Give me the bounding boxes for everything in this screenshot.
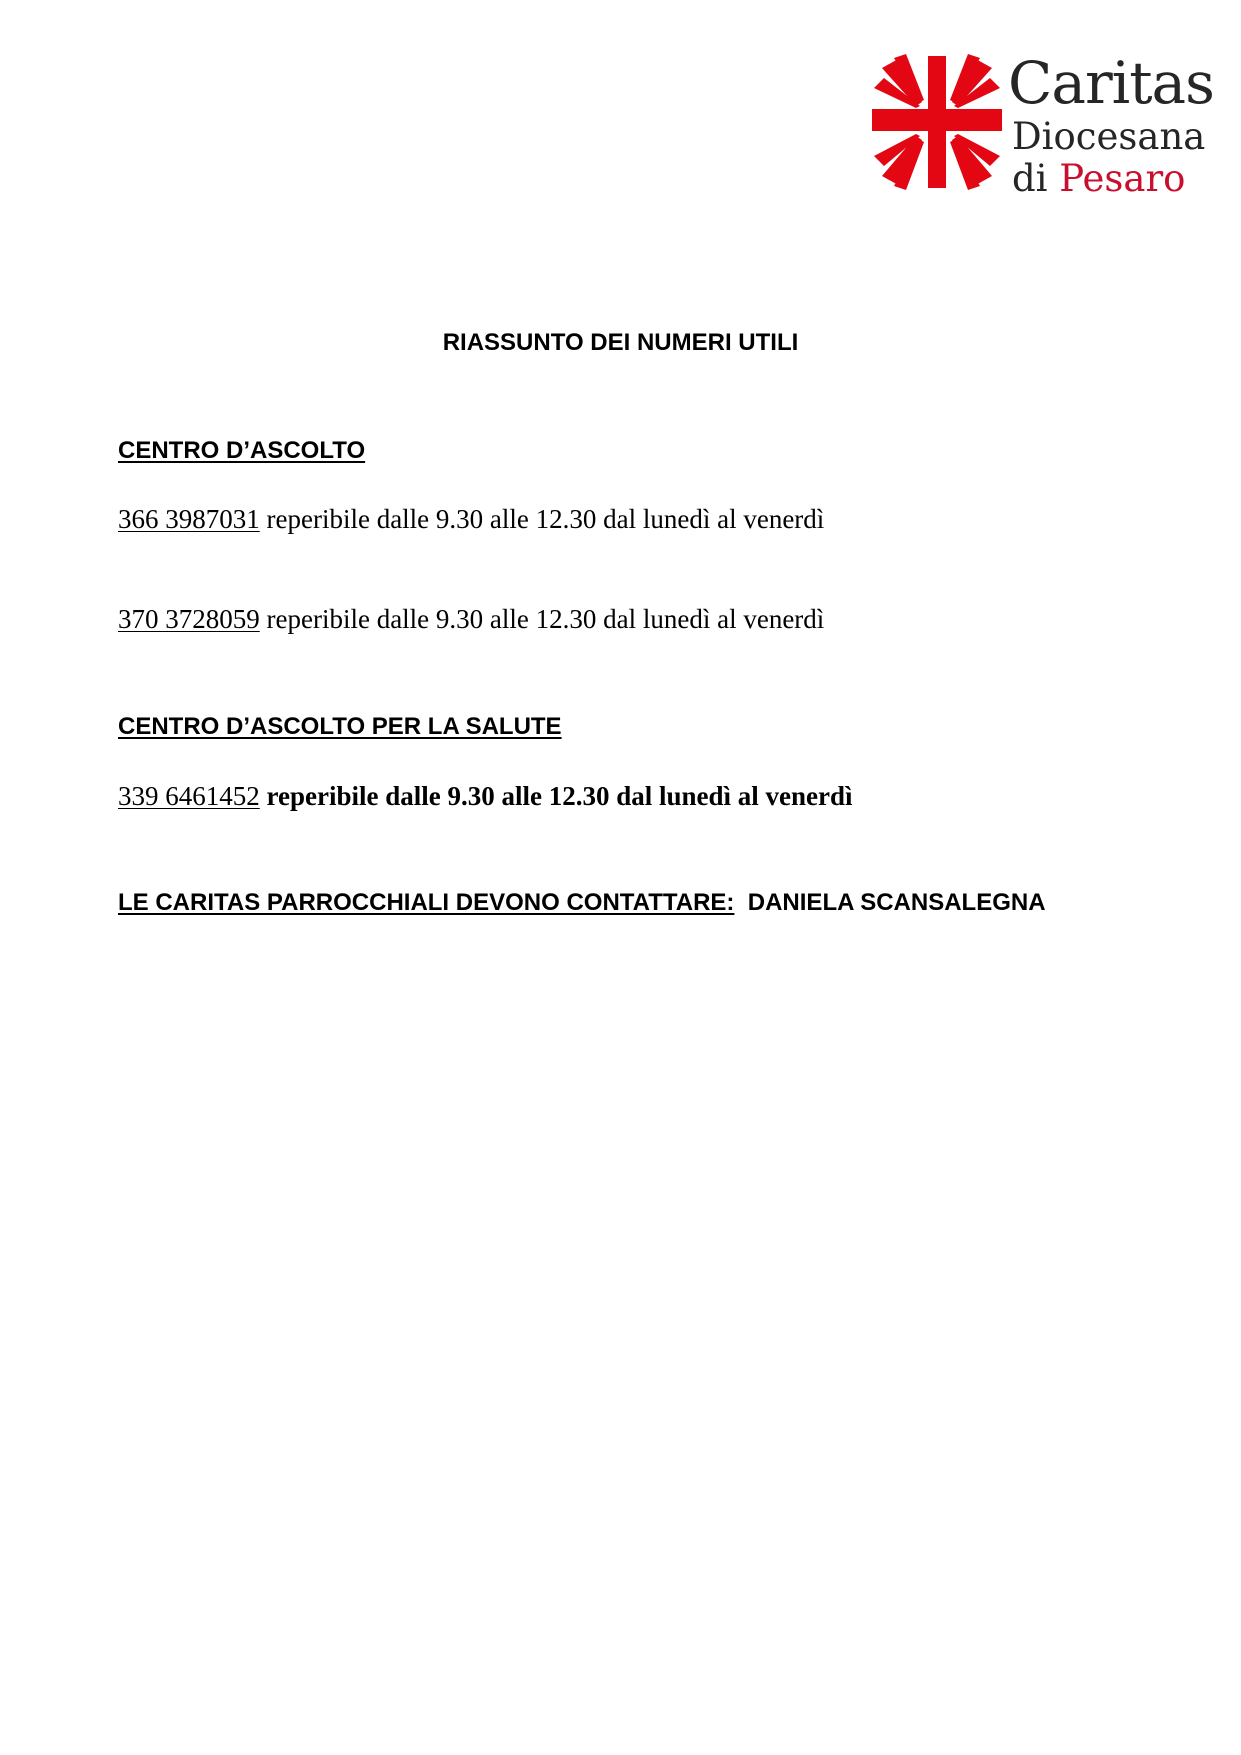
logo-line-diocesana: Diocesana — [1012, 115, 1206, 158]
phone-number[interactable]: 366 3987031 — [118, 504, 260, 534]
page-title: RIASSUNTO DEI NUMERI UTILI — [442, 329, 799, 356]
caritas-logo — [872, 49, 1214, 204]
contact-line — [118, 604, 824, 635]
availability-text: reperibile dalle 9.30 alle 12.30 dal lunedì al venerdì — [266, 781, 853, 811]
section-heading-centro-ascolto: CENTRO D’ASCOLTO — [118, 437, 366, 464]
phone-number[interactable]: 370 3728059 — [118, 604, 260, 634]
caritas-cross-icon — [872, 54, 1002, 190]
logo-line-caritas: Caritas — [1008, 49, 1214, 117]
logo-line-pesaro: Pesaro — [1059, 157, 1186, 200]
phone-number[interactable]: 339 6461452 — [118, 781, 260, 811]
contact-person-name: DANIELA SCANSALEGNA — [747, 889, 1046, 916]
contact-line — [118, 504, 824, 535]
parish-contact-label: LE CARITAS PARROCCHIALI DEVONO CONTATTARE: — [118, 889, 735, 916]
contact-line — [118, 781, 853, 812]
logo-line-city — [1012, 157, 1186, 200]
logo-line-prefix: di — [1012, 157, 1048, 200]
availability-text: reperibile dalle 9.30 alle 12.30 dal lunedì al venerdì — [266, 504, 825, 534]
parish-contact-line — [118, 889, 1046, 917]
availability-text: reperibile dalle 9.30 alle 12.30 dal lunedì al venerdì — [266, 604, 825, 634]
section-heading-centro-ascolto-salute: CENTRO D’ASCOLTO PER LA SALUTE — [118, 713, 562, 740]
